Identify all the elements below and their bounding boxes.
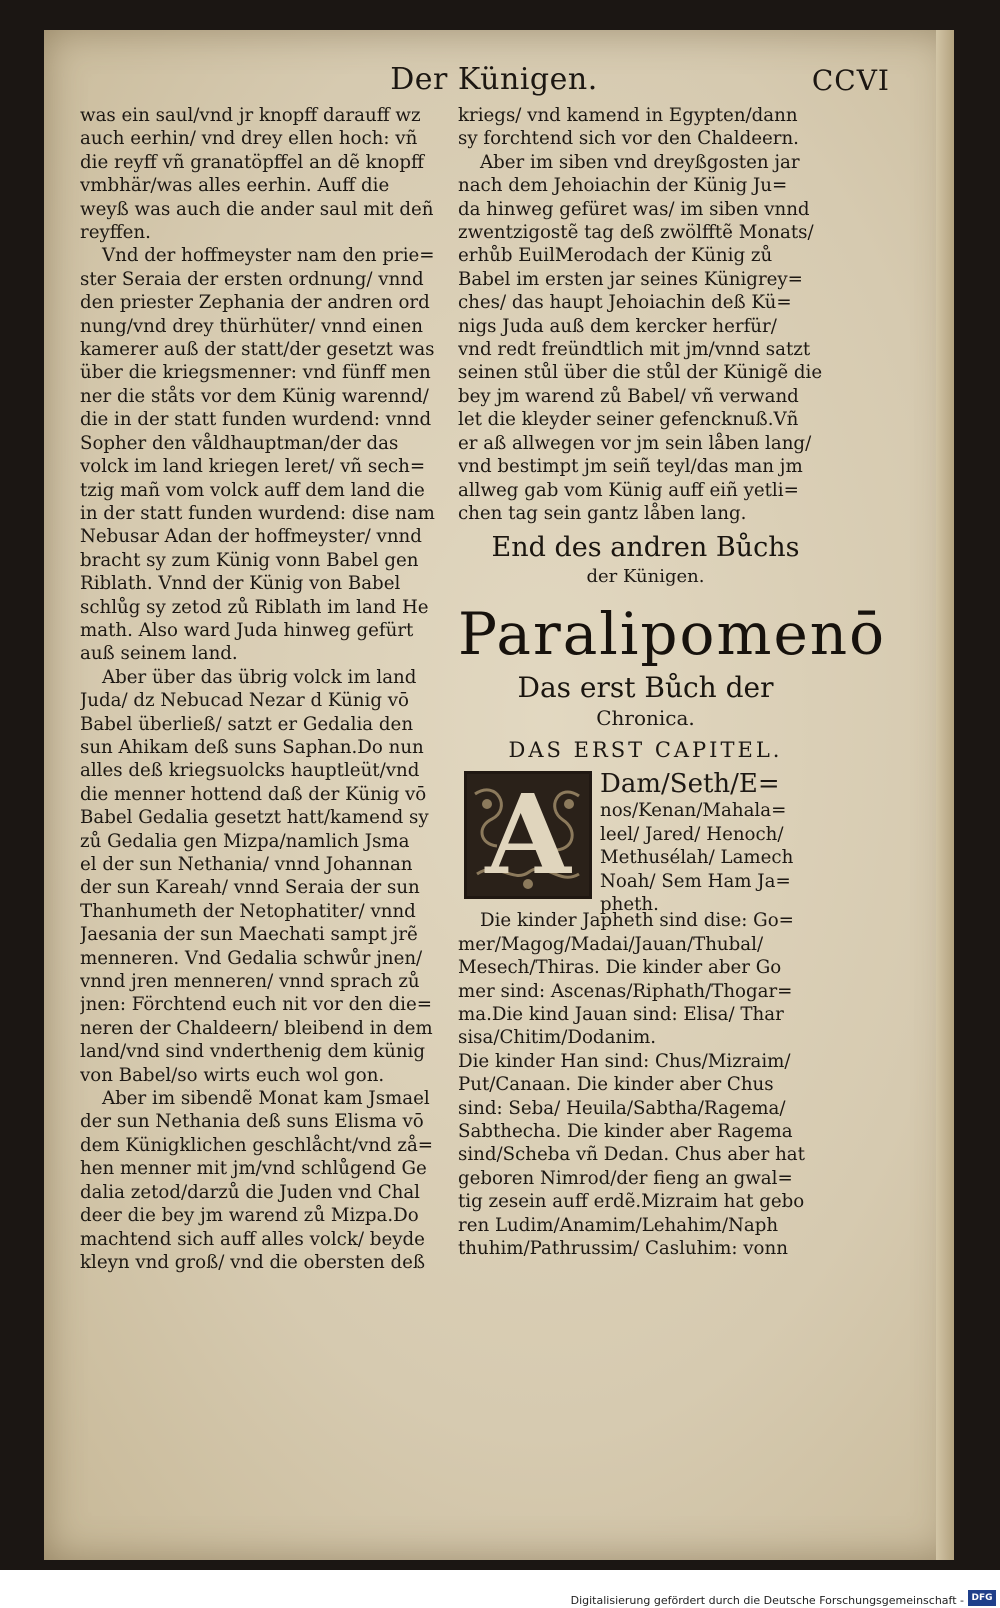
book-end-title: End des andren Bůchs [491,532,800,564]
right-column [458,104,887,1260]
folio-number: CCVI [811,64,890,97]
text-line: volck im land kriegen leret/ vñ sech= [80,456,426,478]
text-line: allweg gab vom Künig auff eiñ yetli= [458,479,799,501]
text-line: dem Künigklichen geschlåcht/vnd zå= [80,1134,434,1156]
text-line: mer sind: Ascenas/Riphath/Thogar= [458,980,793,1002]
text-line: die menner hottend daß der Künig vō [80,783,427,805]
text-line: den priester Zephania der andren ord [80,292,430,314]
book-subtitle: Das erst Bůch der [517,671,774,705]
text-line: die in der statt funden wurdend: vnnd [80,409,432,431]
dfg-logo-icon: DFG [968,1590,996,1606]
text-line: dalia zetod/darzů die Juden vnd Chal [80,1181,420,1203]
text-line: mer/Magog/Madai/Jauan/Thubal/ [458,933,764,955]
text-line: Babel überließ/ satzt er Gedalia den [80,713,414,735]
text-line: kriegs/ vnd kamend in Egypten/dann [458,105,798,126]
text-line: nos/Kenan/Mahala= [600,800,787,822]
text-line: nach dem Jehoiachin der Künig Ju= [458,175,788,197]
text-line: el der sun Nethania/ vnnd Johannan [80,854,413,875]
text-line: alles deß kriegsuolcks hauptleüt/vnd [80,760,420,782]
text-line: nigs Juda auß dem kercker herfür/ [458,315,777,337]
text-line: ner die ståts vor dem Künig warennd/ [80,385,429,407]
text-line: ches/ das haupt Jehoiachin deß Kü= [458,292,792,314]
book-page [44,30,954,1560]
text-line: Sopher den våldhauptman/der das [80,432,399,454]
text-line: Babel im ersten jar seines Künigrey= [458,268,803,290]
page-edge [936,30,954,1560]
text-line: reyffen. [80,222,151,244]
text-line: da hinweg gefüret was/ im siben vnnd [458,198,810,220]
initial-letter: A [485,770,571,900]
text-line: ren Ludim/Anamim/Lehahim/Naph [458,1214,779,1236]
text-line: zů Gedalia gen Mizpa/namlich Jsma [80,830,410,852]
text-line: der sun Kareah/ vnnd Seraia der sun [80,877,420,899]
text-line: Vnd der hoffmeyster nam den prie= [102,245,435,267]
text-line: Noah/ Sem Ham Ja= [600,870,791,892]
text-line: tig zesein auff erdẽ.Mizraim hat gebo [458,1191,805,1213]
text-line: sisa/Chitim/Dodanim. [458,1027,656,1049]
text-line: Aber im sibendẽ Monat kam Jsmael [102,1088,430,1110]
text-line: kamerer auß der statt/der gesetzt was [80,339,435,361]
text-line: leel/ Jared/ Henoch/ [600,823,784,845]
text-line: Dam/Seth/E= [600,769,780,800]
text-line: was ein saul/vnd jr knopff darauff wz [80,105,421,126]
chapter-heading: DAS ERST CAPITEL. [508,738,783,763]
text-line: Babel Gedalia gesetzt hatt/kamend sy [80,807,429,829]
text-line: in der statt funden wurdend: dise nam [80,502,435,524]
text-line: machtend sich auff alles volck/ beyde [80,1228,425,1250]
text-line: deer die bey jm warend zů Mizpa.Do [80,1205,419,1227]
book-end-subtitle: der Künigen. [586,566,705,588]
text-line: land/vnd sind vnderthenig dem künig [80,1041,426,1063]
text-line: kleyn vnd groß/ vnd die obersten deß [80,1251,426,1273]
text-line: math. Also ward Juda hinweg gefürt [80,619,414,641]
text-line: pheth. [600,893,659,915]
text-line: let die kleyder seiner gefencknuß.Vñ [458,409,799,431]
running-title: Der Künigen. [390,62,598,97]
book-title: Paralipomenō [458,600,887,669]
text-line: ster Seraia der ersten ordnung/ vnnd [80,268,424,290]
text-line: chen tag sein gantz låben lang. [458,502,747,524]
text-line: bracht sy zum Künig vonn Babel gen [80,549,419,571]
text-line: der sun Nethania deß suns Elisma vō [80,1111,424,1133]
chapter-opening [458,769,833,915]
text-line: seinen stůl über die stůl der Künigẽ die [458,362,823,384]
left-column [80,104,450,1274]
text-line: vnd redt freündtlich mit jm/vnnd satzt [458,339,811,361]
text-line: auch eerhin/ vnd drey ellen hoch: vñ [80,128,418,150]
text-line: er aß allwegen vor jm sein låben lang/ [458,432,812,454]
text-line: weyß was auch die ander saul mit deñ [80,198,434,220]
digitization-credit: Digitalisierung gefördert durch die Deutsche Forschungsgemeinschaft - [570,1594,964,1607]
text-line: geboren Nimrod/der fieng an gwal= [458,1167,793,1189]
text-line: hen menner mit jm/vnd schlůgend Ge [80,1158,427,1180]
text-line: Nebusar Adan der hoffmeyster/ vnnd [80,526,422,548]
text-line: sind: Seba/ Heuila/Sabtha/Ragema/ [458,1097,786,1119]
text-line: Die kinder Han sind: Chus/Mizraim/ [458,1050,791,1072]
text-line: Aber über das übrig volck im land [102,666,417,688]
text-line: Put/Canaan. Die kinder aber Chus [458,1074,774,1096]
text-line: thuhim/Pathrussim/ Casluhim: vonn [458,1238,788,1259]
text-line: Sabthecha. Die kinder aber Ragema [458,1120,793,1142]
text-line: nung/vnd drey thürhüter/ vnnd einen [80,315,423,337]
text-line: Mesech/Thiras. Die kinder aber Go [458,957,782,979]
text-line: erhůb EuilMerodach der Künig zů [458,245,773,267]
footer-bar [0,1570,1000,1608]
text-line: Aber im siben vnd dreyßgosten jar [480,151,800,173]
text-line: Thanhumeth der Netophatiter/ vnnd [80,900,416,922]
text-line: Riblath. Vnnd der Künig von Babel [80,573,401,595]
text-line: Methusélah/ Lamech [600,847,794,869]
text-line: tzig mañ vom volck auff dem land die [80,479,425,501]
text-line: Die kinder Japheth sind dise: Go= [480,910,794,932]
text-line: sy forchtend sich vor den Chaldeern. [458,128,799,150]
text-line: vnd bestimpt jm seiñ teyl/das man jm [458,456,803,478]
text-line: menneren. Vnd Gedalia schwůr jnen/ [80,947,423,969]
text-line: vmbhär/was alles eerhin. Auff die [80,175,390,197]
text-line: jnen: Förchtend euch nit vor den die= [80,994,432,1016]
decorated-initial-icon [464,771,592,899]
text-line: Jaesania der sun Maechati sampt jrẽ [80,924,418,946]
text-line: schlůg sy zetod zů Riblath im land He [80,596,429,618]
text-line: zwentzigostẽ tag deß zwölfftẽ Monats/ [458,222,814,244]
text-line: sind/Scheba vñ Dedan. Chus aber hat [458,1144,805,1166]
text-line: sun Ahikam deß suns Saphan.Do nun [80,736,424,758]
right-column-bottom-text [458,909,833,1260]
text-line: neren der Chaldeern/ bleibend in dem [80,1017,433,1039]
chapter-opening-lines [600,769,833,916]
text-line: vnnd jren menneren/ vnnd sprach zů [80,971,420,993]
text-line: die reyff vñ granatöpffel an dẽ knopff [80,151,424,173]
text-line: auß seinem land. [80,643,238,665]
book-subtitle-2: Chronica. [596,706,695,731]
text-line: ma.Die kind Jauan sind: Elisa/ Thar [458,1003,784,1025]
right-column-top-text [458,104,833,525]
text-line: von Babel/so wirts euch wol gon. [80,1064,385,1086]
text-line: Juda/ dz Nebucad Nezar d Künig vō [80,690,409,712]
text-line: bey jm warend zů Babel/ vñ verwand [458,385,799,407]
text-line: über die kriegsmenner: vnd fünff men [80,362,431,384]
